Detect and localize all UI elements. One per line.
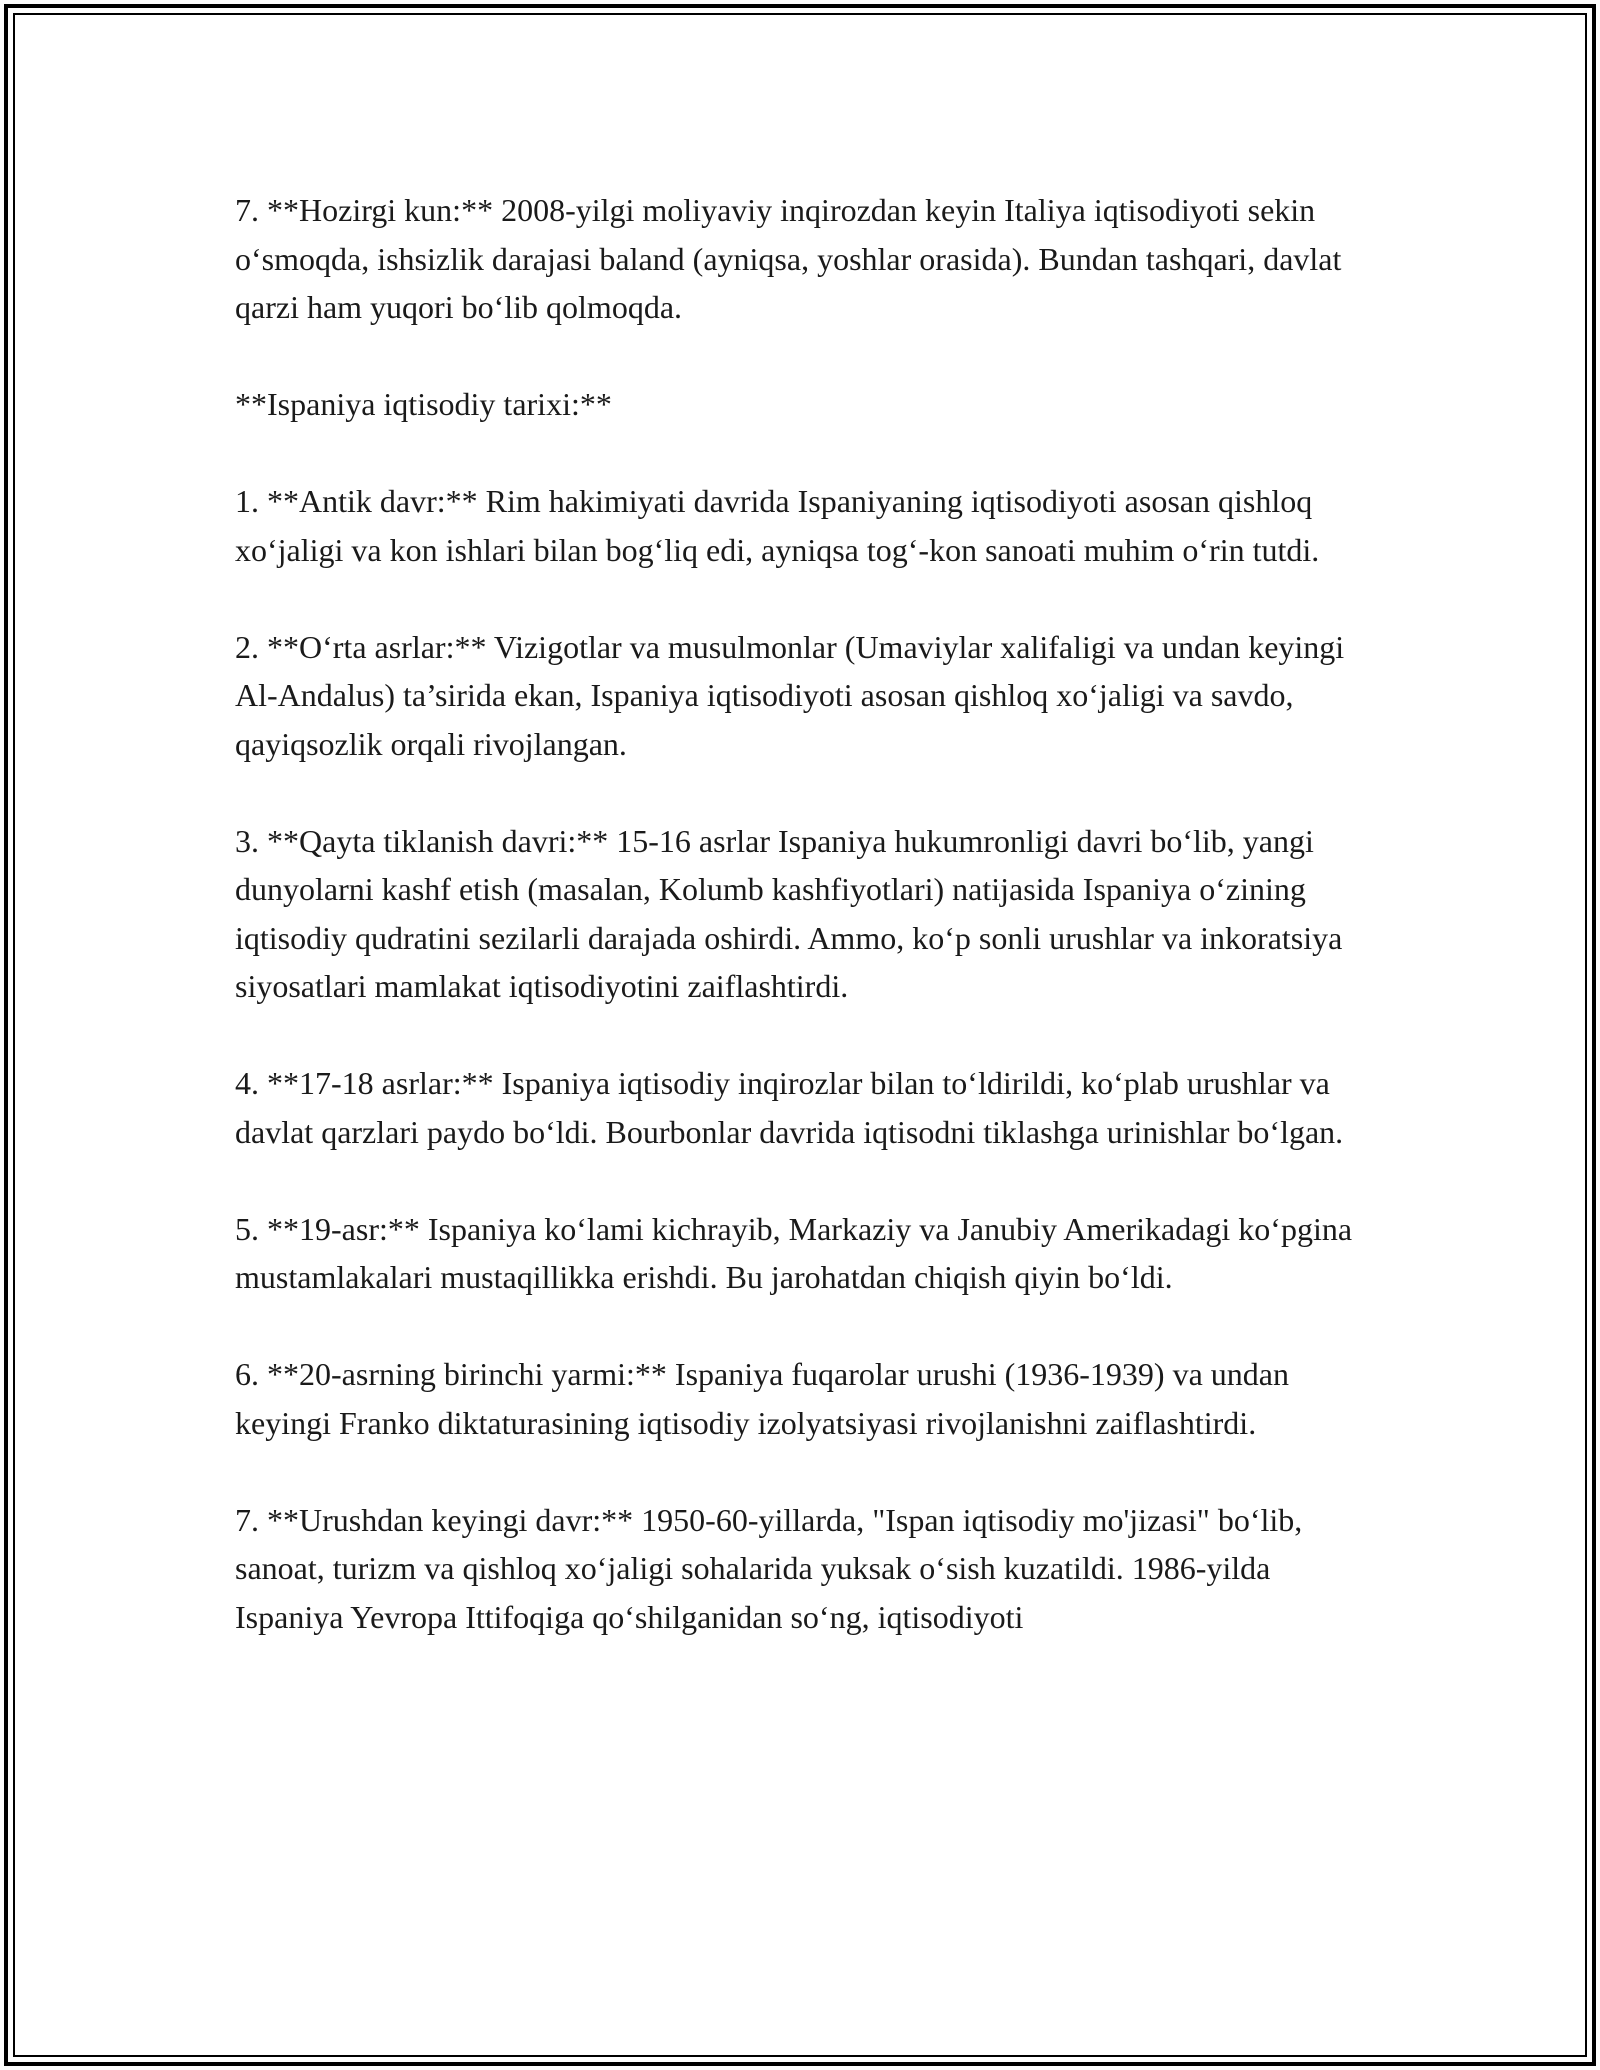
paragraph-renaissance: 3. **Qayta tiklanish davri:** 15-16 asrlar Ispaniya hukumronligi davri bo‘lib, yangi dunyolarni kashf etish (masalan, Kolumb kashfiyotlari) natijasida Ispaniya o‘zining iqtisodiy qudratini sezilarli darajada oshirdi. Ammo, ko‘p sonli urushlar va inkoratsiya siyosatlari mamlakat iqtisodiyotini zaiflashtirdi. xyxy=(235,822,1343,1004)
paragraph-20th-century-first-half: 6. **20-asrning birinchi yarmi:** Ispaniya fuqarolar urushi (1936-1939) va undan keyingi Franko diktaturasining iqtisodiy izolyatsiyasi rivojlanishni zaiflashtirdi. xyxy=(235,1356,1289,1441)
paragraph-19th-century: 5. **19-asr:** Ispaniya ko‘lami kichrayib, Markaziy va Janubiy Amerikadagi ko‘pgina mustamlakalari mustaqillikka erishdi. Bu jarohatdan chiqish qiyin bo‘ldi. xyxy=(235,1210,1353,1295)
paragraph-antiquity: 1. **Antik davr:** Rim hakimiyati davrida Ispaniyaning iqtisodiyoti asosan qishloq xo‘jaligi va kon ishlari bilan bog‘liq edi, ayniqsa tog‘-kon sanoati muhim o‘rin tutdi. xyxy=(235,483,1320,568)
paragraph-middle-ages: 2. **O‘rta asrlar:** Vizigotlar va musulmonlar (Umaviylar xalifaligi va undan keyingi Al-Andalus) ta’sirida ekan, Ispaniya iqtisodiyoti asosan qishloq xo‘jaligi va savdo, qayiqsozlik orqali rivojlangan. xyxy=(235,628,1345,762)
paragraph-postwar-period: 7. **Urushdan keyingi davr:** 1950-60-yillarda, "Ispan iqtisodiy mo'jizasi" bo‘lib, sanoat, turizm va qishloq xo‘jaligi sohalarida yuksak o‘sish kuzatildi. 1986-yilda Ispaniya Yevropa Ittifoqiga qo‘shilganidan so‘ng, iqtisodiyoti xyxy=(235,1501,1303,1635)
document-body xyxy=(235,186,1375,1690)
paragraph-italy-present-day: 7. **Hozirgi kun:** 2008-yilgi moliyaviy inqirozdan keyin Italiya iqtisodiyoti sekin o‘smoqda, ishsizlik darajasi baland (ayniqsa, yoshlar orasida). Bundan tashqari, davlat qarzi ham yuqori bo‘lib qolmoqda. xyxy=(235,192,1342,325)
section-heading-spain-economic-history: **Ispaniya iqtisodiy tarixi:** xyxy=(235,386,612,422)
paragraph-17-18-centuries: 4. **17-18 asrlar:** Ispaniya iqtisodiy inqirozlar bilan to‘ldirildi, ko‘plab urushlar va davlat qarzlari paydo bo‘ldi. Bourbonlar davrida iqtisodni tiklashga urinishlar bo‘lgan. xyxy=(235,1065,1344,1150)
